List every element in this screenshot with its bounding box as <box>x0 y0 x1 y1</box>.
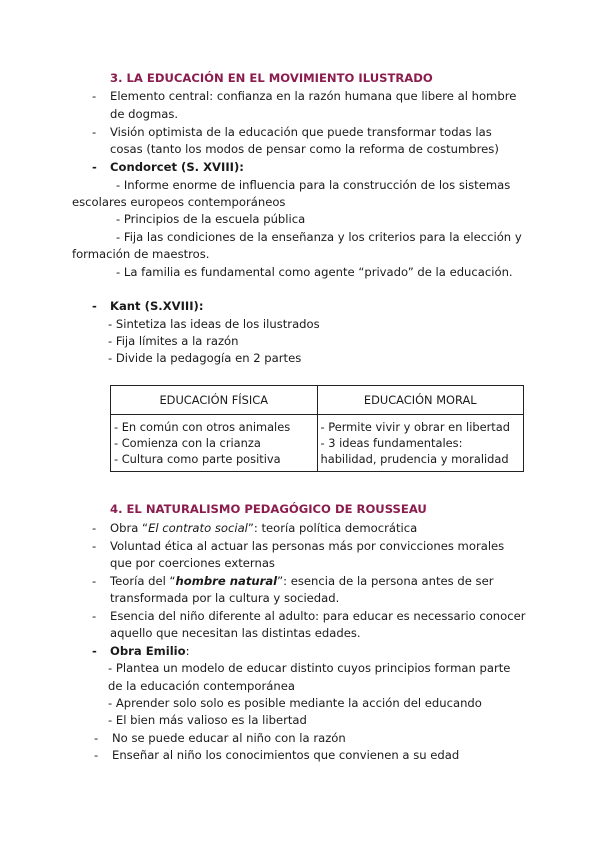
text-fragment: : <box>185 644 190 658</box>
table-cell-line: habilidad, prudencia y moralidad <box>320 452 509 466</box>
bullet-dash: - <box>92 299 97 313</box>
bullet-text: Visión optimista de la educación que puede transformar todas las <box>110 125 492 139</box>
text-fragment: Obra “ <box>110 521 149 535</box>
condorcet-item: - Principios de la escuela pública <box>116 212 306 226</box>
bullet-dash: - <box>92 125 97 139</box>
bullet-text: de dogmas. <box>110 107 179 121</box>
bullet-text: aquello que necesitan las distintas edades. <box>110 626 361 640</box>
emilio-item: - El bien más valioso es la libertad <box>108 713 307 727</box>
emilio-item: - Plantea un modelo de educar distinto cuyos principios forman parte <box>108 661 511 675</box>
bullet-text: Esencia del niño diferente al adulto: para educar es necessario conocer <box>110 609 526 623</box>
bullet-text: No se puede educar al niño con la razón <box>112 731 346 745</box>
bullet-dash: - <box>94 748 99 762</box>
text-fragment: Teoría del “ <box>110 574 176 588</box>
bullet-text: Elemento central: confianza en la razón humana que libere al hombre <box>110 89 517 103</box>
work-title: El contrato social <box>148 521 248 535</box>
bullet-dash: - <box>92 644 97 658</box>
bullet-text: Voluntad ética al actuar las personas más por convicciones morales <box>110 539 505 553</box>
kant-item: - Divide la pedagogía en 2 partes <box>108 351 302 365</box>
bullet-dash: - <box>92 609 97 623</box>
bullet-dash: - <box>92 574 97 588</box>
table-cell-line: - 3 ideas fundamentales: <box>320 436 463 450</box>
bullet-dash: - <box>92 539 97 553</box>
kant-label: Kant (S.XVIII): <box>110 299 204 313</box>
bullet-text: transformada por la cultura y sociedad. <box>110 591 340 605</box>
condorcet-item: - La familia es fundamental como agente “privado” de la educación. <box>116 265 513 279</box>
text-fragment: ”: esencia de la persona antes de ser <box>277 574 494 588</box>
bullet-text: cosas (tanto los modos de pensar como la reforma de costumbres) <box>110 142 499 156</box>
table-header-physical: EDUCACIÓN FÍSICA <box>111 386 318 415</box>
bullet-dash: - <box>92 89 97 103</box>
emilio-heading <box>110 643 190 660</box>
condorcet-label: Condorcet (S. XVIII): <box>110 160 244 174</box>
condorcet-item: formación de maestros. <box>72 247 210 261</box>
emilio-item: de la educación contemporánea <box>108 679 295 693</box>
bullet-dash: - <box>92 160 97 174</box>
condorcet-item: - Fija las condiciones de la enseñanza y los criterios para la elección y <box>116 230 522 244</box>
concept-term: hombre natural <box>175 574 278 588</box>
table-cell-moral <box>317 415 524 472</box>
table-cell-line: - En común con otros animales <box>114 420 291 434</box>
kant-item: - Sintetiza las ideas de los ilustrados <box>108 317 320 331</box>
table-header-moral: EDUCACIÓN MORAL <box>317 386 524 415</box>
table-cell-line: - Comienza con la crianza <box>114 436 261 450</box>
bullet-text: Enseñar al niño los conocimientos que convienen a su edad <box>112 748 460 762</box>
education-table <box>110 385 524 472</box>
section-3-heading: 3. LA EDUCACIÓN EN EL MOVIMIENTO ILUSTRADO <box>110 71 433 85</box>
bullet-text <box>110 573 493 590</box>
section-4-heading: 4. EL NATURALISMO PEDAGÓGICO DE ROUSSEAU <box>110 502 427 516</box>
text-fragment: ”: teoría política democrática <box>247 521 418 535</box>
bullet-text <box>110 520 417 537</box>
table-cell-physical <box>111 415 318 472</box>
emilio-label: Obra Emilio <box>110 644 186 658</box>
condorcet-item: - Informe enorme de influencia para la construcción de los sistemas <box>116 178 511 192</box>
table-cell-line: - Permite vivir y obrar en libertad <box>320 420 510 434</box>
bullet-text: que por coerciones externas <box>110 556 275 570</box>
bullet-dash: - <box>92 521 97 535</box>
condorcet-item: escolares europeos contemporáneos <box>72 195 286 209</box>
table-cell-line: - Cultura como parte positiva <box>114 452 281 466</box>
bullet-dash: - <box>94 731 99 745</box>
kant-item: - Fija límites a la razón <box>108 334 239 348</box>
emilio-item: - Aprender solo solo es posible mediante la acción del educando <box>108 696 482 710</box>
